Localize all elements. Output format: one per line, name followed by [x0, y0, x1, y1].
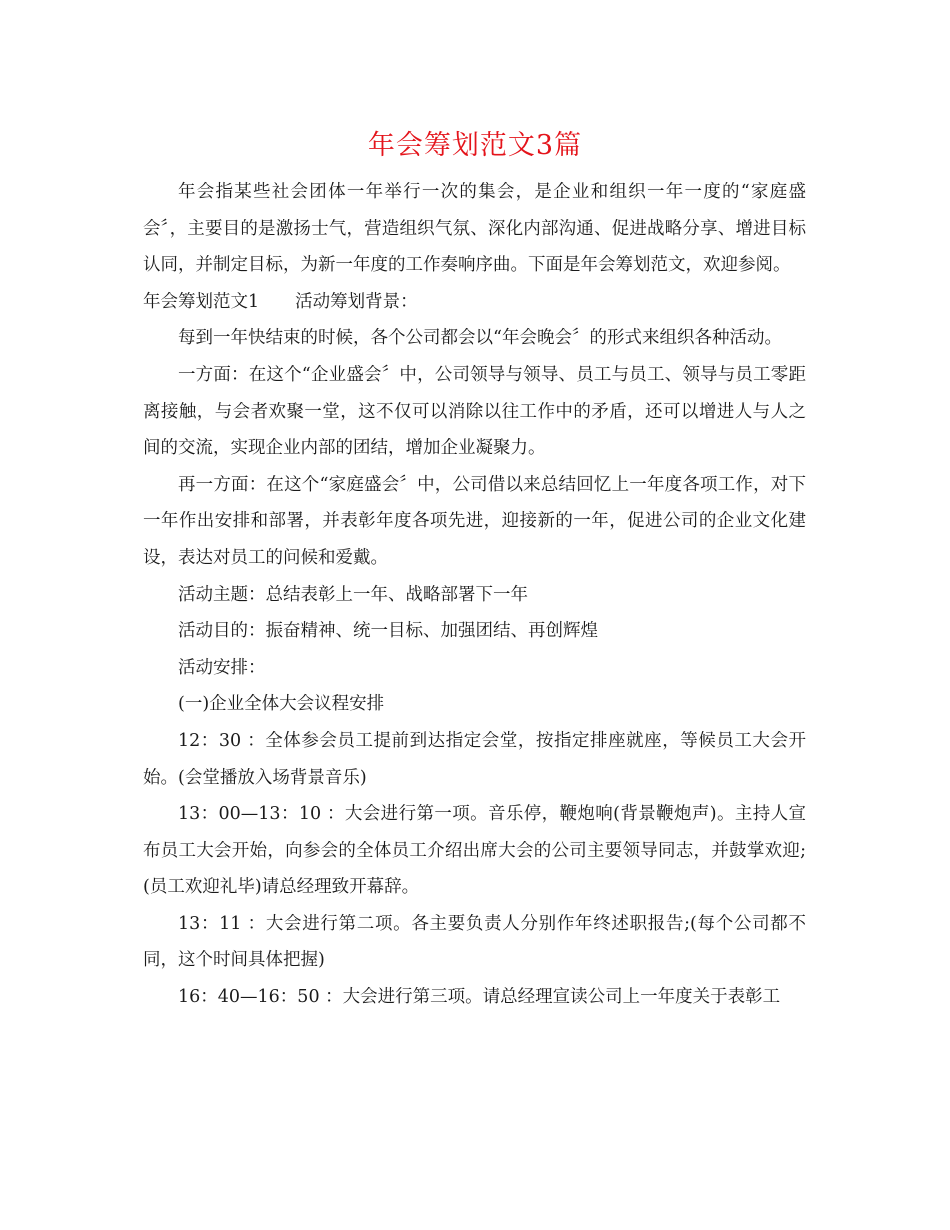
document-body [143, 174, 806, 1016]
intro-paragraph: 年会指某些社会团体一年举行一次的集会，是企业和组织一年一度的“家庭盛会〞，主要目的是激扬士气，营造组织气氛、深化内部沟通、促进战略分享、增进目标认同，并制定目标，为新一年度的工作奏响序曲。下面是年会筹划范文，欢迎参阅。 [143, 182, 806, 276]
activity-arrangement: 活动安排： [178, 657, 266, 678]
paragraph-aspect-two: 再一方面：在这个“家庭盛会〞中，公司借以来总结回忆上一年度各项工作，对下一年作出安排和部署，并表彰年度各项先进，迎接新的一年，促进公司的企业文化建设，表达对员工的问候和爱戴。 [143, 474, 806, 568]
agenda-item: 13：11 ：大会进行第二项。各主要负责人分别作年终述职报告;(每个公司都不同，这个时间具体把握) [143, 913, 806, 971]
agenda-item: 12：30 ：全体参会员工提前到达指定会堂，按指定排座就座，等候员工大会开始。(会堂播放入场背景音乐) [143, 730, 806, 788]
activity-purpose: 活动目的：振奋精神、统一目标、加强团结、再创辉煌 [178, 621, 598, 642]
agenda-heading: (一)企业全体大会议程安排 [178, 694, 385, 715]
section-label: 年会筹划范文1 [143, 291, 260, 312]
section-heading: 活动筹划背景： [295, 291, 418, 312]
section-line [143, 284, 806, 321]
activity-theme: 活动主题：总结表彰上一年、战略部署下一年 [178, 584, 528, 605]
document-title: 年会筹划范文3篇 [367, 130, 583, 161]
agenda-item: 13：00—13：10 ：大会进行第一项。音乐停，鞭炮响(背景鞭炮声)。主持人宣布员工大会开始，向参会的全体员工介绍出席大会的公司主要领导同志，并鼓掌欢迎;(员工欢迎礼毕)请总经理致开幕辞。 [143, 804, 806, 898]
paragraph-aspect-one: 一方面：在这个“企业盛会〞中，公司领导与领导、员工与员工、领导与员工零距离接触，与会者欢聚一堂，这不仅可以消除以往工作中的矛盾，还可以增进人与人之间的交流，实现企业内部的团结，增加企业凝聚力。 [143, 364, 806, 459]
paragraph-background: 每到一年快结束的时候，各个公司都会以“年会晚会〞的形式来组织各种活动。 [178, 328, 782, 349]
agenda-item: 16：40—16：50 ：大会进行第三项。请总经理宣读公司上一年度关于表彰工 [178, 987, 781, 1008]
